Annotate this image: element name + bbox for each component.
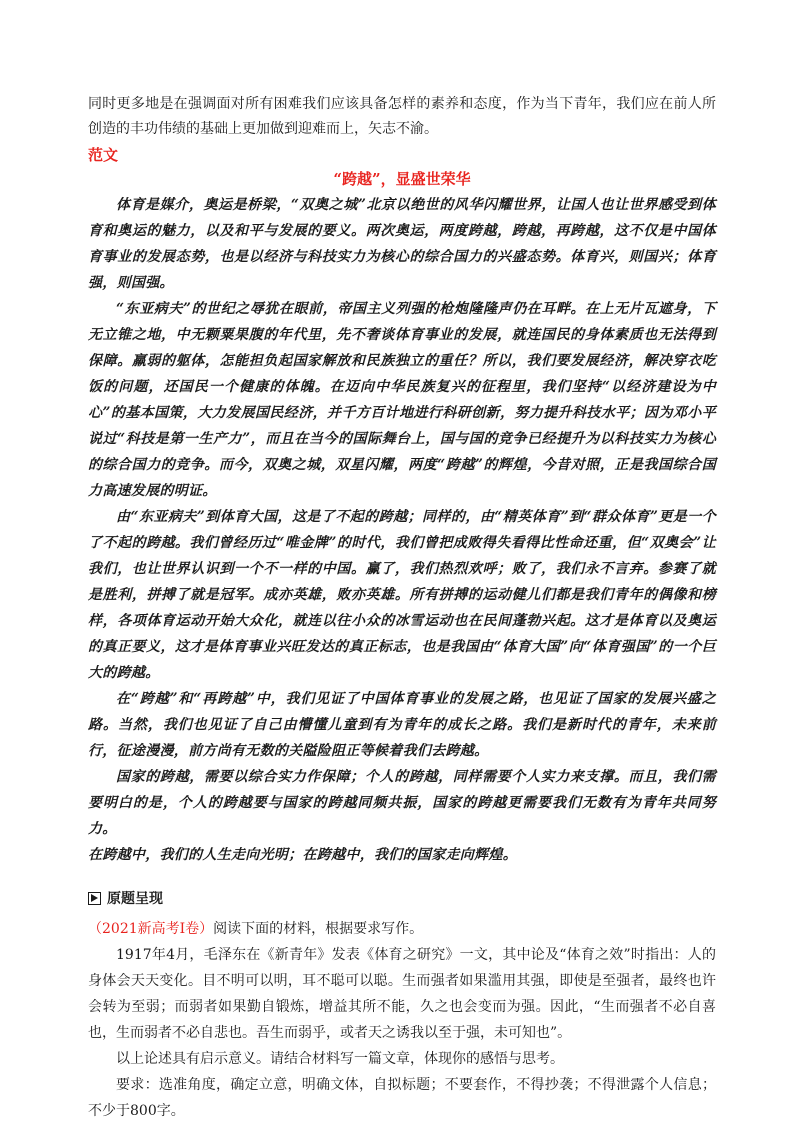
exam-source: （2021新高考Ⅰ卷） <box>88 921 214 937</box>
section-original-label: 原题呈现 <box>107 891 163 907</box>
play-triangle-icon <box>88 892 101 905</box>
prompt-requirements: 要求：选准角度，确定立意，明确文体，自拟标题；不要套作，不得抄袭；不得泄露个人信息；不少于800字。 <box>88 1077 716 1119</box>
prompt-instruction: 阅读下面的材料，根据要求写作。 <box>213 921 424 937</box>
prompt-source-line <box>88 916 716 942</box>
intro-paragraph: 同时更多地是在强调面对所有困难我们应该具备怎样的素养和态度，作为当下青年，我们应在前人所创造的丰功伟绩的基础上更加做到迎难而上，矢志不渝。 <box>88 96 716 137</box>
prompt-body <box>88 942 716 1124</box>
section-original-header <box>88 886 716 910</box>
essay-closing-line: 在跨越中，我们的人生走向光明；在跨越中，我们的国家走向辉煌。 <box>88 847 517 863</box>
document-page <box>88 92 716 1124</box>
essay-body <box>88 192 716 868</box>
fanwen-heading: 范文 <box>88 146 119 164</box>
essay-paragraph: 在“跨越”和“再跨越”中，我们见证了中国体育事业的发展之路，也见证了国家的发展兴盛之路。当然，我们也见证了自己由懵懂儿童到有为青年的成长之路。我们是新时代的青年，未来前行，征途漫漫，前方尚有无数的关隘险阻正等候着我们去跨越。 <box>88 691 716 759</box>
essay-paragraph: 由“东亚病夫”到体育大国，这是了不起的跨越；同样的，由“精英体育”到“群众体育”更是一个了不起的跨越。我们曾经历过“唯金牌”的时代，我们曾把成败得失看得比性命还重，但“双奥会”让我们，也让世界认识到一个不一样的中国。赢了，我们热烈欢呼；败了，我们永不言弃。参赛了就是胜利，拼搏了就是冠军。成亦英雄，败亦英雄。所有拼搏的运动健儿们都是我们青年的偶像和榜样，各项体育运动开始大众化，就连以往小众的冰雪运动也在民间蓬勃兴起。这才是体育以及奥运的真正要义，这才是体育事业兴旺发达的真正标志，也是我国由“体育大国”向“体育强国”的一个巨大的跨越。 <box>88 509 716 681</box>
prompt-task: 以上论述具有启示意义。请结合材料写一篇文章，体现你的感悟与思考。 <box>116 1051 564 1067</box>
essay-paragraph: 体育是媒介，奥运是桥梁，“双奥之城”北京以绝世的风华闪耀世界，让国人也让世界感受到体育和奥运的魅力，以及和平与发展的要义。两次奥运，两度跨越，跨越，再跨越，这不仅是中国体育事业的发展态势，也是以经济与科技实力为核心的综合国力的兴盛态势。体育兴，则国兴；体育强，则国强。 <box>88 197 716 291</box>
essay-paragraph: 国家的跨越，需要以综合实力作保障；个人的跨越，同样需要个人实力来支撑。而且，我们需要明白的是，个人的跨越要与国家的跨越同频共振，国家的跨越更需要我们无数有为青年共同努力。 <box>88 769 716 837</box>
essay-title: “跨越”，显盛世荣华 <box>333 170 471 188</box>
prompt-material: 1917年4月，毛泽东在《新青年》发表《体育之研究》一文，其中论及“体育之效”时指出：人的身体会天天变化。目不明可以明，耳不聪可以聪。生而强者如果滥用其强，即使是至强者，最终也许会转为至弱；而弱者如果勤自锻炼，增益其所不能，久之也会变而为强。因此，“生而强者不必自喜也，生而弱者不必自悲也。吾生而弱乎，或者天之诱我以至于强，未可知也”。 <box>88 947 716 1041</box>
essay-paragraph: “东亚病夫”的世纪之辱犹在眼前，帝国主义列强的枪炮隆隆声仍在耳畔。在上无片瓦遮身，下无立锥之地，中无颗粟果腹的年代里，先不奢谈体育事业的发展，就连国民的身体素质也无法得到保障。羸弱的躯体，怎能担负起国家解放和民族独立的重任？所以，我们要发展经济，解决穿衣吃饭的问题，还国民一个健康的体魄。在迈向中华民族复兴的征程里，我们坚持“以经济建设为中心”的基本国策，大力发展国民经济，并千方百计地进行科研创新，努力提升科技水平；因为邓小平说过“科技是第一生产力”，而且在当今的国际舞台上，国与国的竞争已经提升为以科技实力为核心的综合国力的竞争。而今，双奥之城，双星闪耀，两度“跨越”的辉煌，今昔对照，正是我国综合国力高速发展的明证。 <box>88 301 716 499</box>
